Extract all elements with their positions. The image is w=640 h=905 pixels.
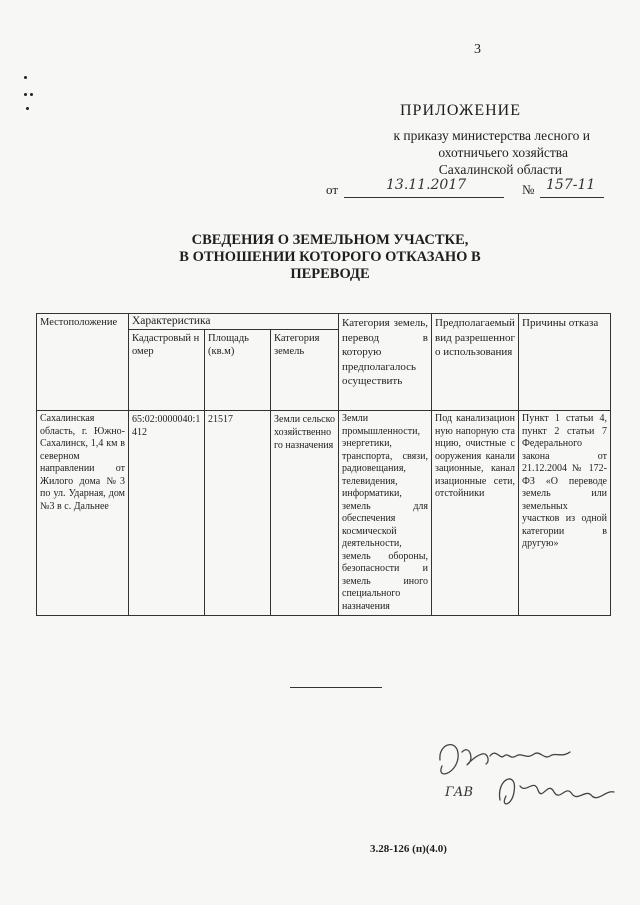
header-category: Категория земель <box>271 330 339 411</box>
signature-initials: ГАВ <box>445 785 474 800</box>
number-label: № <box>522 182 535 197</box>
appendix-line-3: Сахалинской области <box>438 162 562 177</box>
header-cadastral: Кадастровый номер <box>129 330 205 411</box>
date-field <box>344 179 504 198</box>
header-reasons: Причины отказа <box>519 314 611 411</box>
cell-target-category: Земли промышленности, энергетики, транспорта, связи, радиовещания, телевидения, информатики, земель для обеспечения космической деятельности, земель обороны, безопасности и земель иного специального назначения <box>339 411 432 616</box>
page-number: 3 <box>474 42 481 57</box>
scan-dot <box>30 93 33 96</box>
appendix-title: ПРИЛОЖЕНИЕ <box>400 102 522 119</box>
land-plot-table <box>36 313 611 616</box>
appendix-line-1: к приказу министерства лесного и <box>393 128 590 143</box>
cell-intended-use: Под канализационную напорную станцию, очистные сооружения канализационные, канализационные сети, отстойники <box>432 411 519 616</box>
scan-dot <box>24 76 27 79</box>
from-label: от <box>326 182 339 197</box>
separator-line <box>290 687 382 688</box>
header-area: Площадь (кв.м) <box>205 330 271 411</box>
cell-area: 21517 <box>205 411 271 616</box>
heading-line-1: СВЕДЕНИЯ О ЗЕМЕЛЬНОМ УЧАСТКЕ, <box>191 232 469 248</box>
handwritten-signature <box>430 730 620 820</box>
appendix-line-2: охотничьего хозяйства <box>438 145 568 160</box>
cell-location: Сахалинская область, г. Южно-Сахалинск, 1,4 км в северном направлении от Жилого дома №3 по ул. Ударная, дом №3 в с. Дальнее <box>37 411 129 616</box>
cell-cadastral: 65:02:0000040:1412 <box>129 411 205 616</box>
header-target-category: Категория земель, перевод в которую предполагалось осуществить <box>339 314 432 411</box>
order-reference <box>326 178 606 200</box>
cell-reasons: Пункт 1 статьи 4, пункт 2 статьи 7 Федерального закона от 21.12.2004 № 172-ФЗ «О переводе земель или земельных участков из одной категории в другую» <box>519 411 611 616</box>
heading-line-2: В ОТНОШЕНИИ КОТОРОГО ОТКАЗАНО В <box>179 249 481 265</box>
number-field <box>540 179 604 198</box>
table-row <box>37 411 611 616</box>
number-handwritten: 157-11 <box>546 177 596 193</box>
footer-code: 3.28-126 (п)(4.0) <box>370 843 447 855</box>
document-heading <box>150 232 510 283</box>
date-handwritten: 13.11.2017 <box>386 177 467 193</box>
header-intended-use: Предполагаемый вид разрешенного использования <box>432 314 519 411</box>
table-header-row <box>37 314 611 330</box>
heading-line-3: ПЕРЕВОДЕ <box>290 266 370 282</box>
header-characteristics: Характеристика <box>129 314 339 330</box>
header-location: Местоположение <box>37 314 129 411</box>
scan-dot <box>26 107 29 110</box>
cell-category: Земли сельскохозяйственного назначения <box>271 411 339 616</box>
scan-dot <box>24 93 27 96</box>
